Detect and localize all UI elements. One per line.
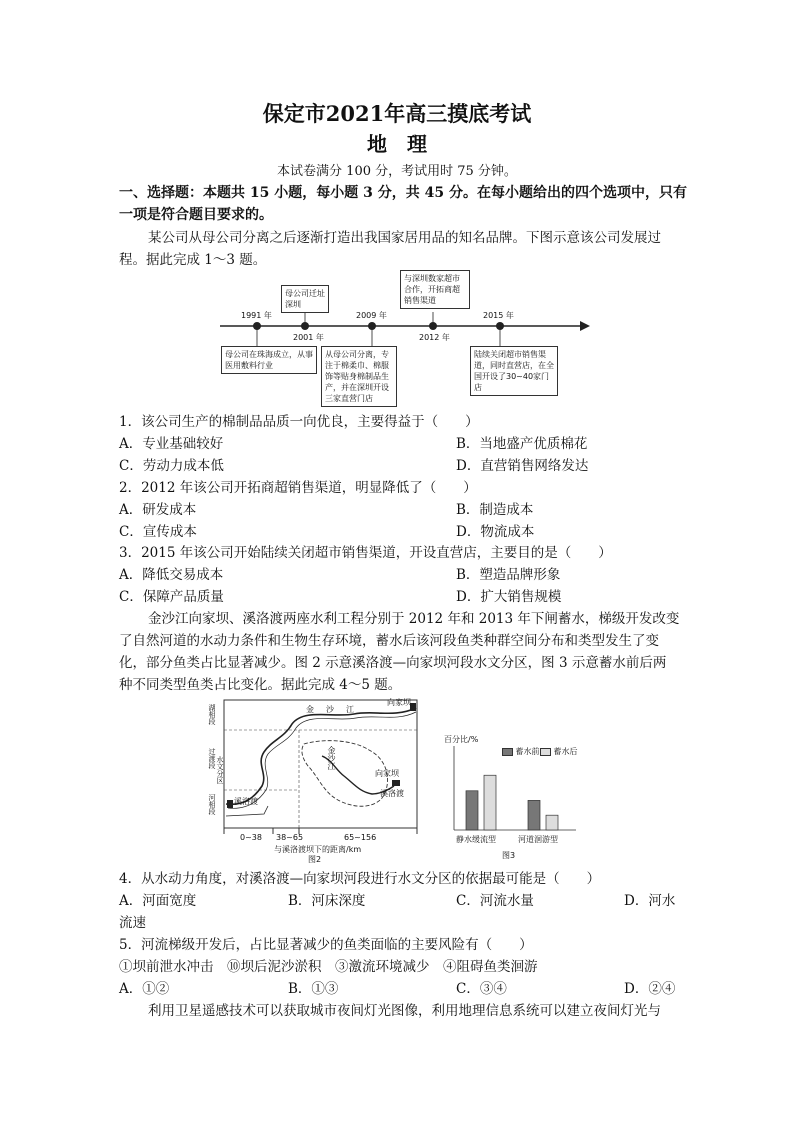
q1-stem: 1．该公司生产的棉制品品质一向优良，主要得益于（ ） <box>119 414 479 430</box>
q3-stem: 3．2015 年该公司开始陆续关闭超市销售渠道，开设直营店，主要目的是（ ） <box>119 545 612 561</box>
bar-still-water-before <box>466 791 478 830</box>
q5-option-c: C．③④ <box>456 981 507 997</box>
q2-option-c: C．宣传成本 <box>119 524 197 540</box>
q5-option-b: B．①③ <box>288 981 339 997</box>
q2-stem: 2．2012 年该公司开拓商超销售渠道，明显降低了（ ） <box>119 480 477 496</box>
xiluodu-inset-label: 溪洛渡 <box>380 789 404 798</box>
year-1991: 1991 年 <box>241 311 272 320</box>
chart-ylabel: 百分比/% <box>444 735 479 744</box>
legend-label-after: 蓄水后 <box>553 747 578 756</box>
legend-item-after <box>540 746 578 757</box>
section1-line2: 一项是符合题目要求的。 <box>119 207 273 223</box>
q4-option-d-cont: 流速 <box>119 915 146 931</box>
bar-migratory-after <box>546 815 558 830</box>
year-2012: 2012 年 <box>419 333 450 342</box>
fig3-caption: 图3 <box>502 851 516 860</box>
legend-label-before: 蓄水前 <box>515 747 540 756</box>
passage2-line4: 种不同类型鱼类占比变化。据此完成 4～5 题。 <box>119 677 402 693</box>
q5-items: ①坝前泄水冲击 ⑩坝后泥沙淤积 ③激流环境减少 ④阻碍鱼类洄游 <box>119 959 538 975</box>
figure-2-map <box>204 694 420 864</box>
box-2012: 与深圳数家超市合作，开拓商超销售渠道 <box>400 270 470 309</box>
zone-axis-label: 水文分区 <box>216 756 224 784</box>
q3-option-d: D．扩大销售规模 <box>456 589 562 605</box>
xiangjiaba-label: 向家坝 <box>387 698 411 707</box>
tick-0-38: 0~38 <box>240 833 262 842</box>
q5-stem: 5．河流梯级开发后，占比显著减少的鱼类面临的主要风险有（ ） <box>119 937 533 953</box>
q4-option-c: C．河流水量 <box>456 893 534 909</box>
q3-option-b: B．塑造品牌形象 <box>456 567 561 583</box>
legend-swatch-before <box>502 748 513 756</box>
q5-option-a: A．①② <box>119 981 170 997</box>
q2-option-a: A．研发成本 <box>119 502 197 518</box>
passage2-line3: 化，部分鱼类占比显著减少。图 2 示意溪洛渡—向家坝河段水文分区，图 3 示意蓄水前后两 <box>119 655 667 671</box>
exam-title: 保定市2021年高三摸底考试 <box>262 101 532 126</box>
category-label-0: 静水缓流型 <box>456 835 496 844</box>
zone-transition-label: 过渡段 <box>208 748 216 769</box>
q5-option-d: D．②④ <box>624 981 676 997</box>
q2-option-d: D．物流成本 <box>456 524 535 540</box>
q4-option-a: A．河面宽度 <box>119 893 197 909</box>
zone-lake-label: 湖相段 <box>208 704 216 725</box>
year-2009: 2009 年 <box>356 311 387 320</box>
xiangjiaba-inset-label: 向家坝 <box>375 769 399 778</box>
timeline-figure <box>215 268 590 403</box>
river-inset-label: 金沙江 <box>327 746 336 770</box>
box-1991: 母公司在珠海成立，从事医用敷料行业 <box>221 346 317 374</box>
box-2015: 陆续关闭超市销售渠道，同时直营店，在全国开设了30~40家门店 <box>470 346 558 396</box>
tick-65-156: 65~156 <box>344 833 377 842</box>
passage1-line2: 程。据此完成 1～3 题。 <box>119 252 267 268</box>
tick-38-65: 38~65 <box>276 833 304 842</box>
q4-option-d: D．河水 <box>624 893 676 909</box>
q2-option-b: B．制造成本 <box>456 502 534 518</box>
q3-option-c: C．保障产品质量 <box>119 589 224 605</box>
passage2-line1: 金沙江向家坝、溪洛渡两座水利工程分别于 2012 年和 2013 年下闸蓄水，梯级开发改变 <box>148 611 680 627</box>
river-label: 金 沙 江 <box>306 705 356 714</box>
passage2-line2: 了自然河道的水动力条件和生物生存环境，蓄水后该河段鱼类种群空间分布和类型发生了变 <box>119 633 659 649</box>
passage3-line1: 利用卫星遥感技术可以获取城市夜间灯光图像，利用地理信息系统可以建立夜间灯光与 <box>148 1003 661 1019</box>
figure-3-chart <box>440 734 580 864</box>
fig2-xlabel: 与溪洛渡坝下的距离/km <box>274 845 362 854</box>
bar-migratory-before <box>528 800 540 830</box>
legend-item-before <box>502 746 540 757</box>
q1-option-d: D．直营销售网络发达 <box>456 458 589 474</box>
zone-river-label: 河相段 <box>208 794 216 815</box>
xiluodu-label: 溪洛渡 <box>234 797 258 806</box>
q4-option-b: B．河床深度 <box>288 893 366 909</box>
category-label-1: 河道洄游型 <box>518 835 558 844</box>
bar-still-water-after <box>484 775 496 830</box>
box-2009: 从母公司分离，专注于棉柔巾、棉服饰等贴身棉制品生产，并在深圳开设三家直营门店 <box>321 346 397 407</box>
exam-note: 本试卷满分 100 分，考试用时 75 分钟。 <box>277 164 517 179</box>
q1-option-b: B．当地盛产优质棉花 <box>456 436 588 452</box>
q3-option-a: A．降低交易成本 <box>119 567 224 583</box>
q1-option-c: C．劳动力成本低 <box>119 458 224 474</box>
section1-line1: 一、选择题：本题共 15 小题，每小题 3 分，共 45 分。在每小题给出的四个选项中，只有 <box>119 185 687 201</box>
q4-stem: 4．从水动力角度，对溪洛渡—向家坝河段进行水文分区的依据最可能是（ ） <box>119 871 601 887</box>
year-2015: 2015 年 <box>483 311 514 320</box>
q1-option-a: A．专业基础较好 <box>119 436 224 452</box>
box-2001: 母公司迁址深圳 <box>281 285 329 313</box>
year-2001: 2001 年 <box>293 333 324 342</box>
fig2-caption: 图2 <box>308 855 322 864</box>
passage1-line1: 某公司从母公司分离之后逐渐打造出我国家居用品的知名品牌。下图示意该公司发展过 <box>148 230 661 246</box>
legend-swatch-after <box>540 748 551 756</box>
subject-title: 地 理 <box>367 132 427 156</box>
